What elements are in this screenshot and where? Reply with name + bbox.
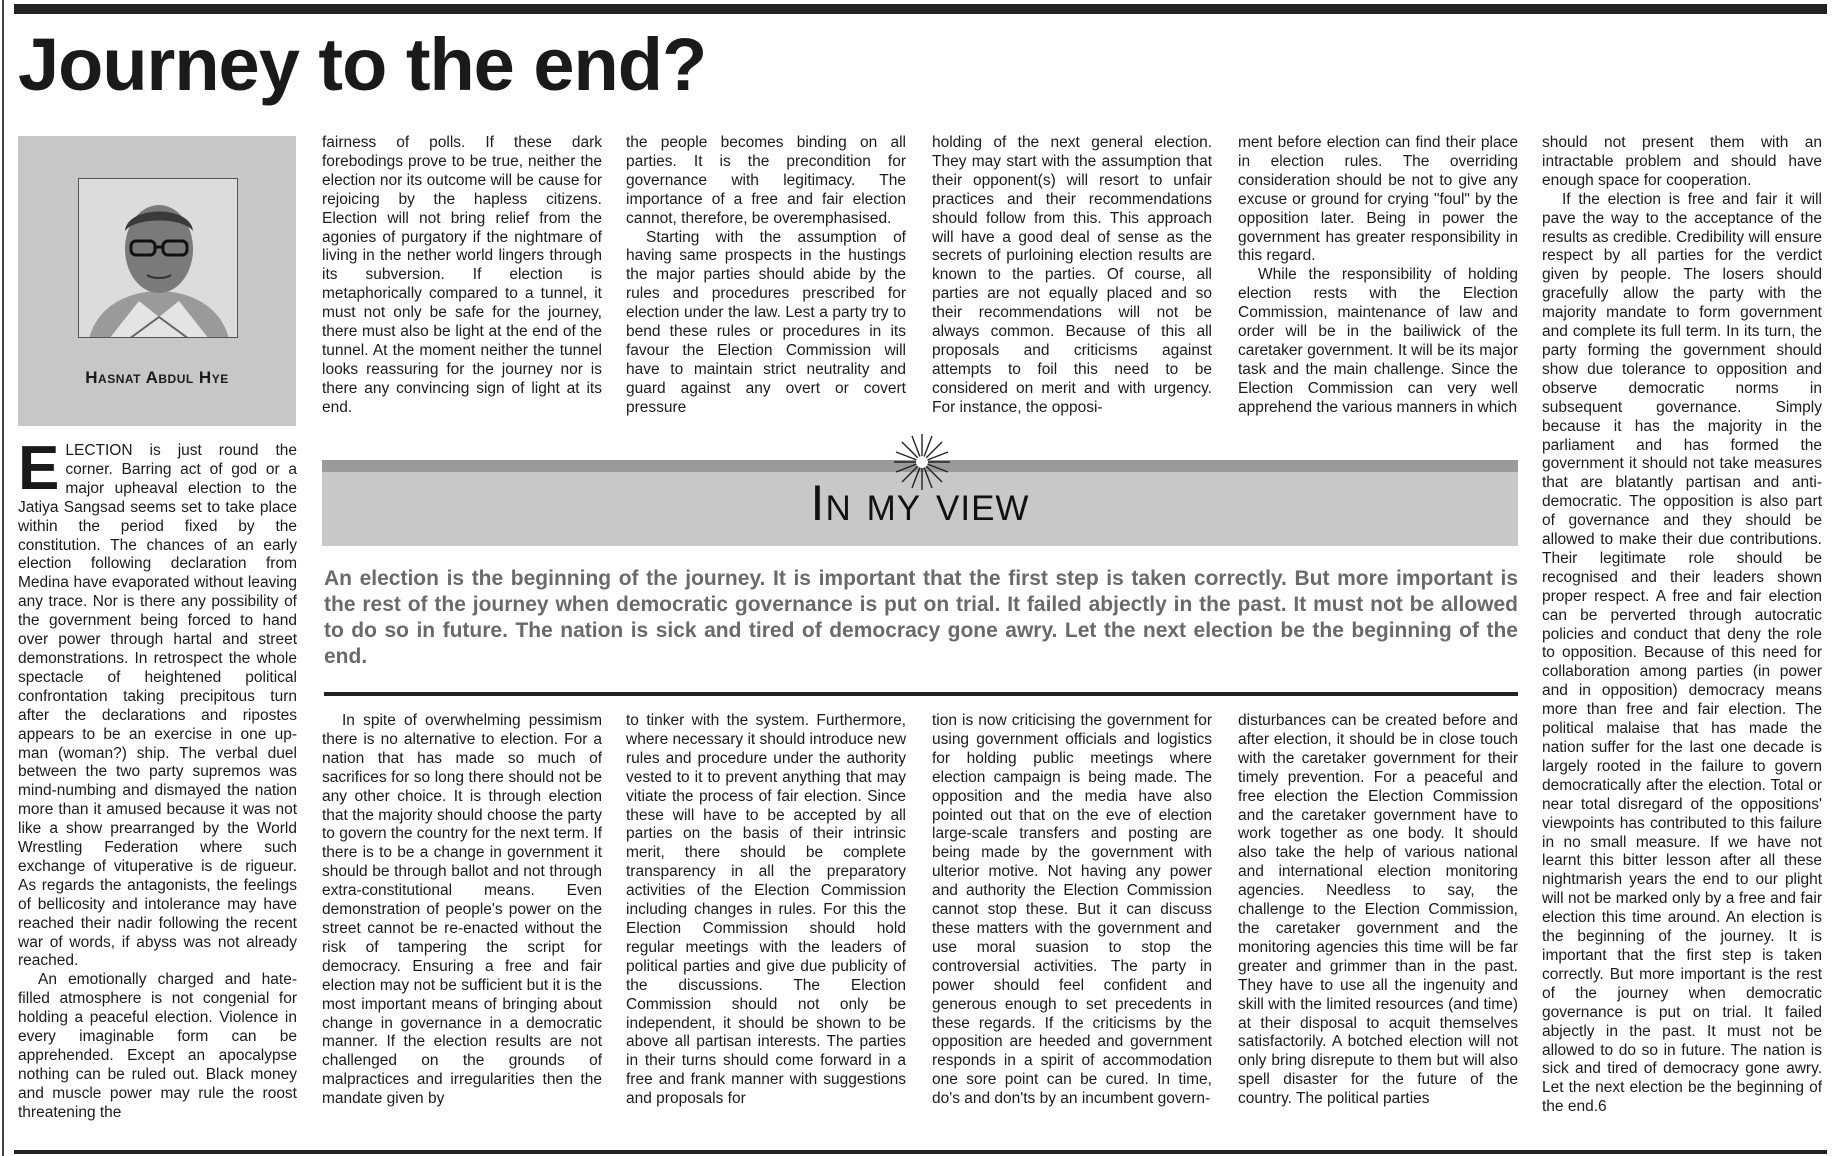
author-portrait-icon <box>79 179 238 338</box>
column-4-bottom-text: tion is now criticising the government for using government officials and logistics for holding public meetings where election campaign is being made. The opposition and the media have also pointed out that on the eve of election large-scale transfers and posting are being made by the government with ulterior motive. Not having any power and authority the Election Commission cannot stop these. But it can discuss these matters with the government and use moral suasion to stop the controversial activities. The party in power should feel confident and generous enough to set precedents in these regards. If the criticisms by the opposition are heeded and government responds in a spirit of accommodation one sore point can be cured. In time, do's and don'ts by an incumbent govern- <box>932 712 1212 1108</box>
headline: Journey to the end? <box>18 23 707 106</box>
column-1-paragraph-2: An emotionally charged and hate-filled atmosphere is not congenial for holding a peaceful election. Violence in every imaginable form can be apprehended. Except an apocalypse nothing can be ruled out. Black money and muscle power may rule the roost threatening the <box>18 971 297 1121</box>
column-5-top-text-1: ment before election can find their place in election rules. The overriding consideration should be not to give any excuse or ground for crying "foul" by the opposition later. Being in power the government has greater responsibility in this regard. <box>1238 134 1518 265</box>
column-5-top <box>1238 134 1518 438</box>
column-3-top-text-1: the people becomes binding on all parties. It is the precondition for governance with legitimacy. The importance of a free and fair election cannot, therefore, be overemphasised. <box>626 134 906 227</box>
author-photo <box>78 178 238 338</box>
column-1 <box>18 442 297 1148</box>
column-1-text-1: LECTION is just round the corner. Barring act of god or a major upheaval election to the Jatiya Sangsad seems set to take place within the period fixed by the constitution. The chances of an early election following declaration from Medina have evaporated without leaving any trace. Nor is there any possibility of the government being forced to hand over power through hartal and street demonstrations. In retrospect the whole spectacle of heightened political confrontation taking precipitous turn after the declarations and ripostes appears to be an exercise in one up-man (woman?) ship. The verbal duel between the two party supremos was mind-numbing and dismayed the nation more than it amused because it was not like a show prearranged by the World Wrestling Federation where such exchange of vituperative is de rigueur. As regards the antagonists, the feelings of bellicosity and intolerance may have reached their nadir following the recent war of words, if abyss was not already reached. <box>18 442 297 970</box>
column-3-top <box>626 134 906 438</box>
column-1-paragraph-1 <box>18 442 297 971</box>
column-5-bottom <box>1238 712 1518 1148</box>
column-6-text-1: should not present them with an intractable problem and should have enough space for cooperation. <box>1542 134 1822 189</box>
author-box <box>18 136 296 426</box>
column-5-top-text-2: While the responsibility of holding election rests with the Election Commission, maintenance of law and order will be in the bailiwick of the caretaker government. It will be its major task and the main challenge. Since the Election Commission can very well apprehend the various manners in which <box>1238 266 1518 416</box>
column-2-bottom-text: In spite of overwhelming pessimism there is no alternative to election. For a nation that has made so much of sacrifices for so long there should not be any other choice. It is through election that the majority should choose the party to govern the country for the next term. If there is to be a change in government it should be through ballot and not through extra-constitutional means. Even demonstration of people's power on the street cannot be re-enacted without the risk of tampering the script for democracy. Ensuring a free and fair election may not be sufficient but it is the most important means of bringing about change in governance in a democratic manner. If the election results are not challenged on the grounds of malpractices and irregularities then the mandate given by <box>322 712 602 1108</box>
column-2-top-text: fairness of polls. If these dark forebodings prove to be true, neither the election nor its outcome will be cause for rejoicing by the hapless citizens. Election will not bring relief from the agonies of purgatory if the nightmare of living in the nether world lingers through its subversion. If election is metaphorically compared to a tunnel, it must not only be safe for the journey, there must also be light at the end of the tunnel. At the moment neither the tunnel looks reassuring for the journey nor is there any convincing sign of light at its end. <box>322 134 602 416</box>
column-4-bottom <box>932 712 1212 1148</box>
section-title: In my view <box>810 475 1030 531</box>
column-4-top <box>932 134 1212 438</box>
author-name: Hasnat Abdul Hye <box>85 368 229 387</box>
column-5-bottom-text: disturbances can be created before and after election, it should be in close touch with the caretaker government for their timely prevention. For a peaceful and free election the Election Commission and the caretaker government have to work together as one body. It should also take the help of various national and international election monitoring agencies. Needless to say, the challenge to the Election Commission, the caretaker government and the monitoring agencies this time will be far greater and grimmer than in the past. They have to use all the ingenuity and skill with the limited resources (and time) at their disposal to acquit themselves satisfactorily. A botched election will not only bring disrepute to them but will also spell disaster for the future of the country. The political parties <box>1238 712 1518 1108</box>
top-rule <box>14 4 1827 14</box>
column-3-bottom <box>626 712 906 1148</box>
column-3-top-text-2: Starting with the assumption of having same prospects in the hustings the major parties should abide by the rules and procedures prescribed for election under the law. Lest a party try to bend these rules or procedures in its favour the Election Commission will have to maintain strict neutrality and guard against any overt or covert pressure <box>626 228 906 416</box>
column-6-text-2: If the election is free and fair it will pave the way to the acceptance of the results as credible. Credibility will ensure respect by all parties for the verdict given by people. The losers should gracefully allow the party with the majority mandate to form government and complete its full term. In its turn, the party forming the government should show due tolerance to opposition and observe democratic norms in subsequent governance. Simply because it has the majority in the parliament and has formed the government it should not take measures that are blatantly partisan and anti-democratic. The opposition is also part of governance and they should be allowed to make their due contributions. Their legitimate role should be recognised and their leaders shown proper respect. A free and fair election can be perverted through autocratic policies and conduct that deny the role to opposition. Because of this need for collaboration among parties (in power and in opposition) democracy means more than free and fair election. The political malaise that has made the nation suffer for the last one decade is largely rooted in the failure to govern democratically after the election. Total or near total disregard of the oppositions' viewpoints has contributed to this failure in no small measure. If we have not learnt this bitter lesson after all these nightmarish years the end to our plight will not be marked only by a free and fair election this time around. An election is the beginning of the journey. It is important that the first step is taken correctly. But more important is the rest of the journey when democratic governance is put on trial. It failed abjectly in the past. It must not be allowed to do so in future. The nation is sick and tired of democracy gone awry. Let the next election be the beginning of the end.6 <box>1542 190 1822 1116</box>
pull-quote-rule <box>324 692 1518 696</box>
column-6 <box>1542 134 1822 1148</box>
column-4-top-text: holding of the next general election. They may start with the assumption that their opponent(s) will resort to unfair practices and their recommendations should follow from this. This approach will have a good deal of sense as the secrets of purloining election results are known to the parties. Of course, all parties are not equally placed and so their recommendations will not be always common. Because of this all proposals and criticisms against attempts to foil this need to be considered on merit and with urgency. For instance, the opposi- <box>932 134 1212 416</box>
drop-cap: E <box>18 442 60 503</box>
column-3-bottom-text: to tinker with the system. Furthermore, where necessary it should introduce new rules and procedure under the authority vested to it to prevent anything that may vitiate the process of fair election. Since these will have to be accepted by all parties on the basis of their intrinsic merit, there should be complete transparency in all the preparatory activities of the Election Commission including changes in rules. For this the Election Commission should hold regular meetings with the leaders of political parties and give due publicity of the discussions. The Election Commission should not only be independent, it should be shown to be above all partisan interests. The parties in their turns should come forward in a free and frank manner with suggestions and proposals for <box>626 712 906 1108</box>
bottom-rule <box>14 1150 1827 1154</box>
pull-quote: An election is the beginning of the journey. It is important that the first step is taken correctly. But more important is the rest of the journey when democratic governance is put on trial. It failed abjectly in the past. It must not be allowed to do so in future. The nation is sick and tired of democracy gone awry. Let the next election be the beginning of the end. <box>324 567 1518 668</box>
column-2-bottom <box>322 712 602 1148</box>
column-2-top <box>322 134 602 438</box>
page-edge <box>2 0 4 1156</box>
